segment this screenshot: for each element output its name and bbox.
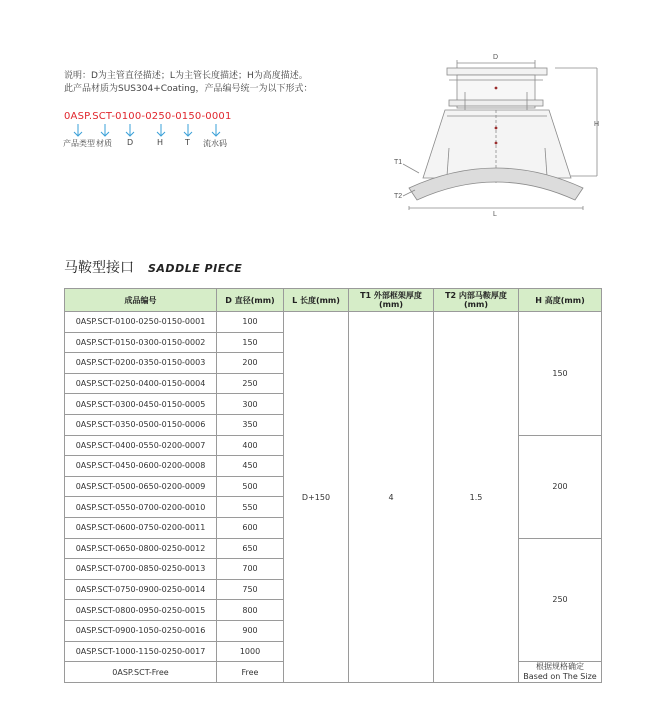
diameter-cell: 600 bbox=[217, 517, 284, 538]
header-height: H 高度(mm) bbox=[519, 289, 602, 312]
diameter-cell: 400 bbox=[217, 435, 284, 456]
code-part-arrows bbox=[0, 123, 260, 139]
height-free-cell bbox=[519, 662, 602, 683]
code-part-label-type: 产品类型 bbox=[63, 139, 95, 148]
product-code-cell: 0ASP.SCT-0350-0500-0150-0006 bbox=[65, 414, 217, 435]
section-title-cn: 马鞍型接口 bbox=[64, 260, 134, 276]
product-code-cell: 0ASP.SCT-0450-0600-0200-0008 bbox=[65, 456, 217, 477]
product-code-cell: 0ASP.SCT-0550-0700-0200-0010 bbox=[65, 497, 217, 518]
product-code-cell: 0ASP.SCT-0650-0800-0250-0012 bbox=[65, 538, 217, 559]
product-code-cell: 0ASP.SCT-0300-0450-0150-0005 bbox=[65, 394, 217, 415]
diameter-cell: 100 bbox=[217, 312, 284, 333]
t1-cell: 4 bbox=[349, 312, 434, 683]
t2-cell: 1.5 bbox=[434, 312, 519, 683]
spec-table bbox=[64, 288, 602, 683]
product-code-cell: 0ASP.SCT-0250-0400-0150-0004 bbox=[65, 373, 217, 394]
code-part-labels bbox=[0, 138, 260, 150]
product-code-cell: 0ASP.SCT-0500-0650-0200-0009 bbox=[65, 476, 217, 497]
code-part-label-h: H bbox=[157, 138, 164, 147]
header-diameter: D 直径(mm) bbox=[217, 289, 284, 312]
drawing-label-t2: T2 bbox=[394, 193, 403, 200]
code-part-label-d: D bbox=[127, 138, 134, 147]
table-row bbox=[65, 312, 602, 333]
height-cell: 200 bbox=[519, 435, 602, 538]
diameter-cell: 500 bbox=[217, 476, 284, 497]
header-t2: T2 内部马鞍厚度(mm) bbox=[434, 289, 519, 312]
product-code-cell: 0ASP.SCT-0400-0550-0200-0007 bbox=[65, 435, 217, 456]
product-code-cell: 0ASP.SCT-Free bbox=[65, 662, 217, 683]
diameter-cell: 450 bbox=[217, 456, 284, 477]
product-code-cell: 0ASP.SCT-0150-0300-0150-0002 bbox=[65, 332, 217, 353]
product-code-cell: 0ASP.SCT-0100-0250-0150-0001 bbox=[65, 312, 217, 333]
product-code-cell: 0ASP.SCT-0200-0350-0150-0003 bbox=[65, 353, 217, 374]
diameter-cell: 200 bbox=[217, 353, 284, 374]
product-code-cell: 0ASP.SCT-1000-1150-0250-0017 bbox=[65, 641, 217, 662]
code-part-label-material: 材质 bbox=[96, 139, 112, 148]
height-cell: 250 bbox=[519, 538, 602, 662]
code-part-label-t: T bbox=[185, 138, 190, 147]
product-code-cell: 0ASP.SCT-0800-0950-0250-0015 bbox=[65, 600, 217, 621]
code-part-label-serial: 流水码 bbox=[203, 139, 227, 148]
product-code-cell: 0ASP.SCT-0600-0750-0200-0011 bbox=[65, 517, 217, 538]
header-product-code: 成品编号 bbox=[65, 289, 217, 312]
drawing-label-l: L bbox=[493, 211, 497, 218]
product-code-cell: 0ASP.SCT-0750-0900-0250-0014 bbox=[65, 579, 217, 600]
height-free-line-cn: 根据规格确定 bbox=[536, 662, 584, 672]
diameter-cell: 150 bbox=[217, 332, 284, 353]
height-cell: 150 bbox=[519, 312, 602, 436]
saddle-piece-drawing bbox=[385, 48, 600, 218]
height-free-line-en: Based on The Size bbox=[523, 672, 597, 682]
diameter-cell: Free bbox=[217, 662, 284, 683]
diameter-cell: 250 bbox=[217, 373, 284, 394]
drawing-label-d: D bbox=[493, 54, 499, 61]
description-line-2: 此产品材质为SUS304+Coating，产品编号统一为以下形式： bbox=[64, 84, 313, 94]
diameter-cell: 350 bbox=[217, 414, 284, 435]
description bbox=[64, 70, 313, 96]
section-title-en: SADDLE PIECE bbox=[148, 262, 243, 275]
diameter-cell: 550 bbox=[217, 497, 284, 518]
drawing-label-t1: T1 bbox=[394, 159, 403, 166]
diameter-cell: 1000 bbox=[217, 641, 284, 662]
description-line-1: 说明：D为主管直径描述；L为主管长度描述；H为高度描述。 bbox=[64, 71, 308, 81]
diameter-cell: 300 bbox=[217, 394, 284, 415]
product-code-cell: 0ASP.SCT-0900-1050-0250-0016 bbox=[65, 620, 217, 641]
section-title bbox=[64, 257, 242, 277]
spec-table-header-row bbox=[65, 289, 602, 312]
length-cell: D+150 bbox=[284, 312, 349, 683]
header-length: L 长度(mm) bbox=[284, 289, 349, 312]
diameter-cell: 800 bbox=[217, 600, 284, 621]
product-code-cell: 0ASP.SCT-0700-0850-0250-0013 bbox=[65, 559, 217, 580]
drawing-label-h: H bbox=[593, 121, 599, 128]
product-code-example: 0ASP.SCT-0100-0250-0150-0001 bbox=[64, 111, 232, 122]
diameter-cell: 650 bbox=[217, 538, 284, 559]
diameter-cell: 900 bbox=[217, 620, 284, 641]
diameter-cell: 750 bbox=[217, 579, 284, 600]
header-t1: T1 外部框架厚度(mm) bbox=[349, 289, 434, 312]
diameter-cell: 700 bbox=[217, 559, 284, 580]
